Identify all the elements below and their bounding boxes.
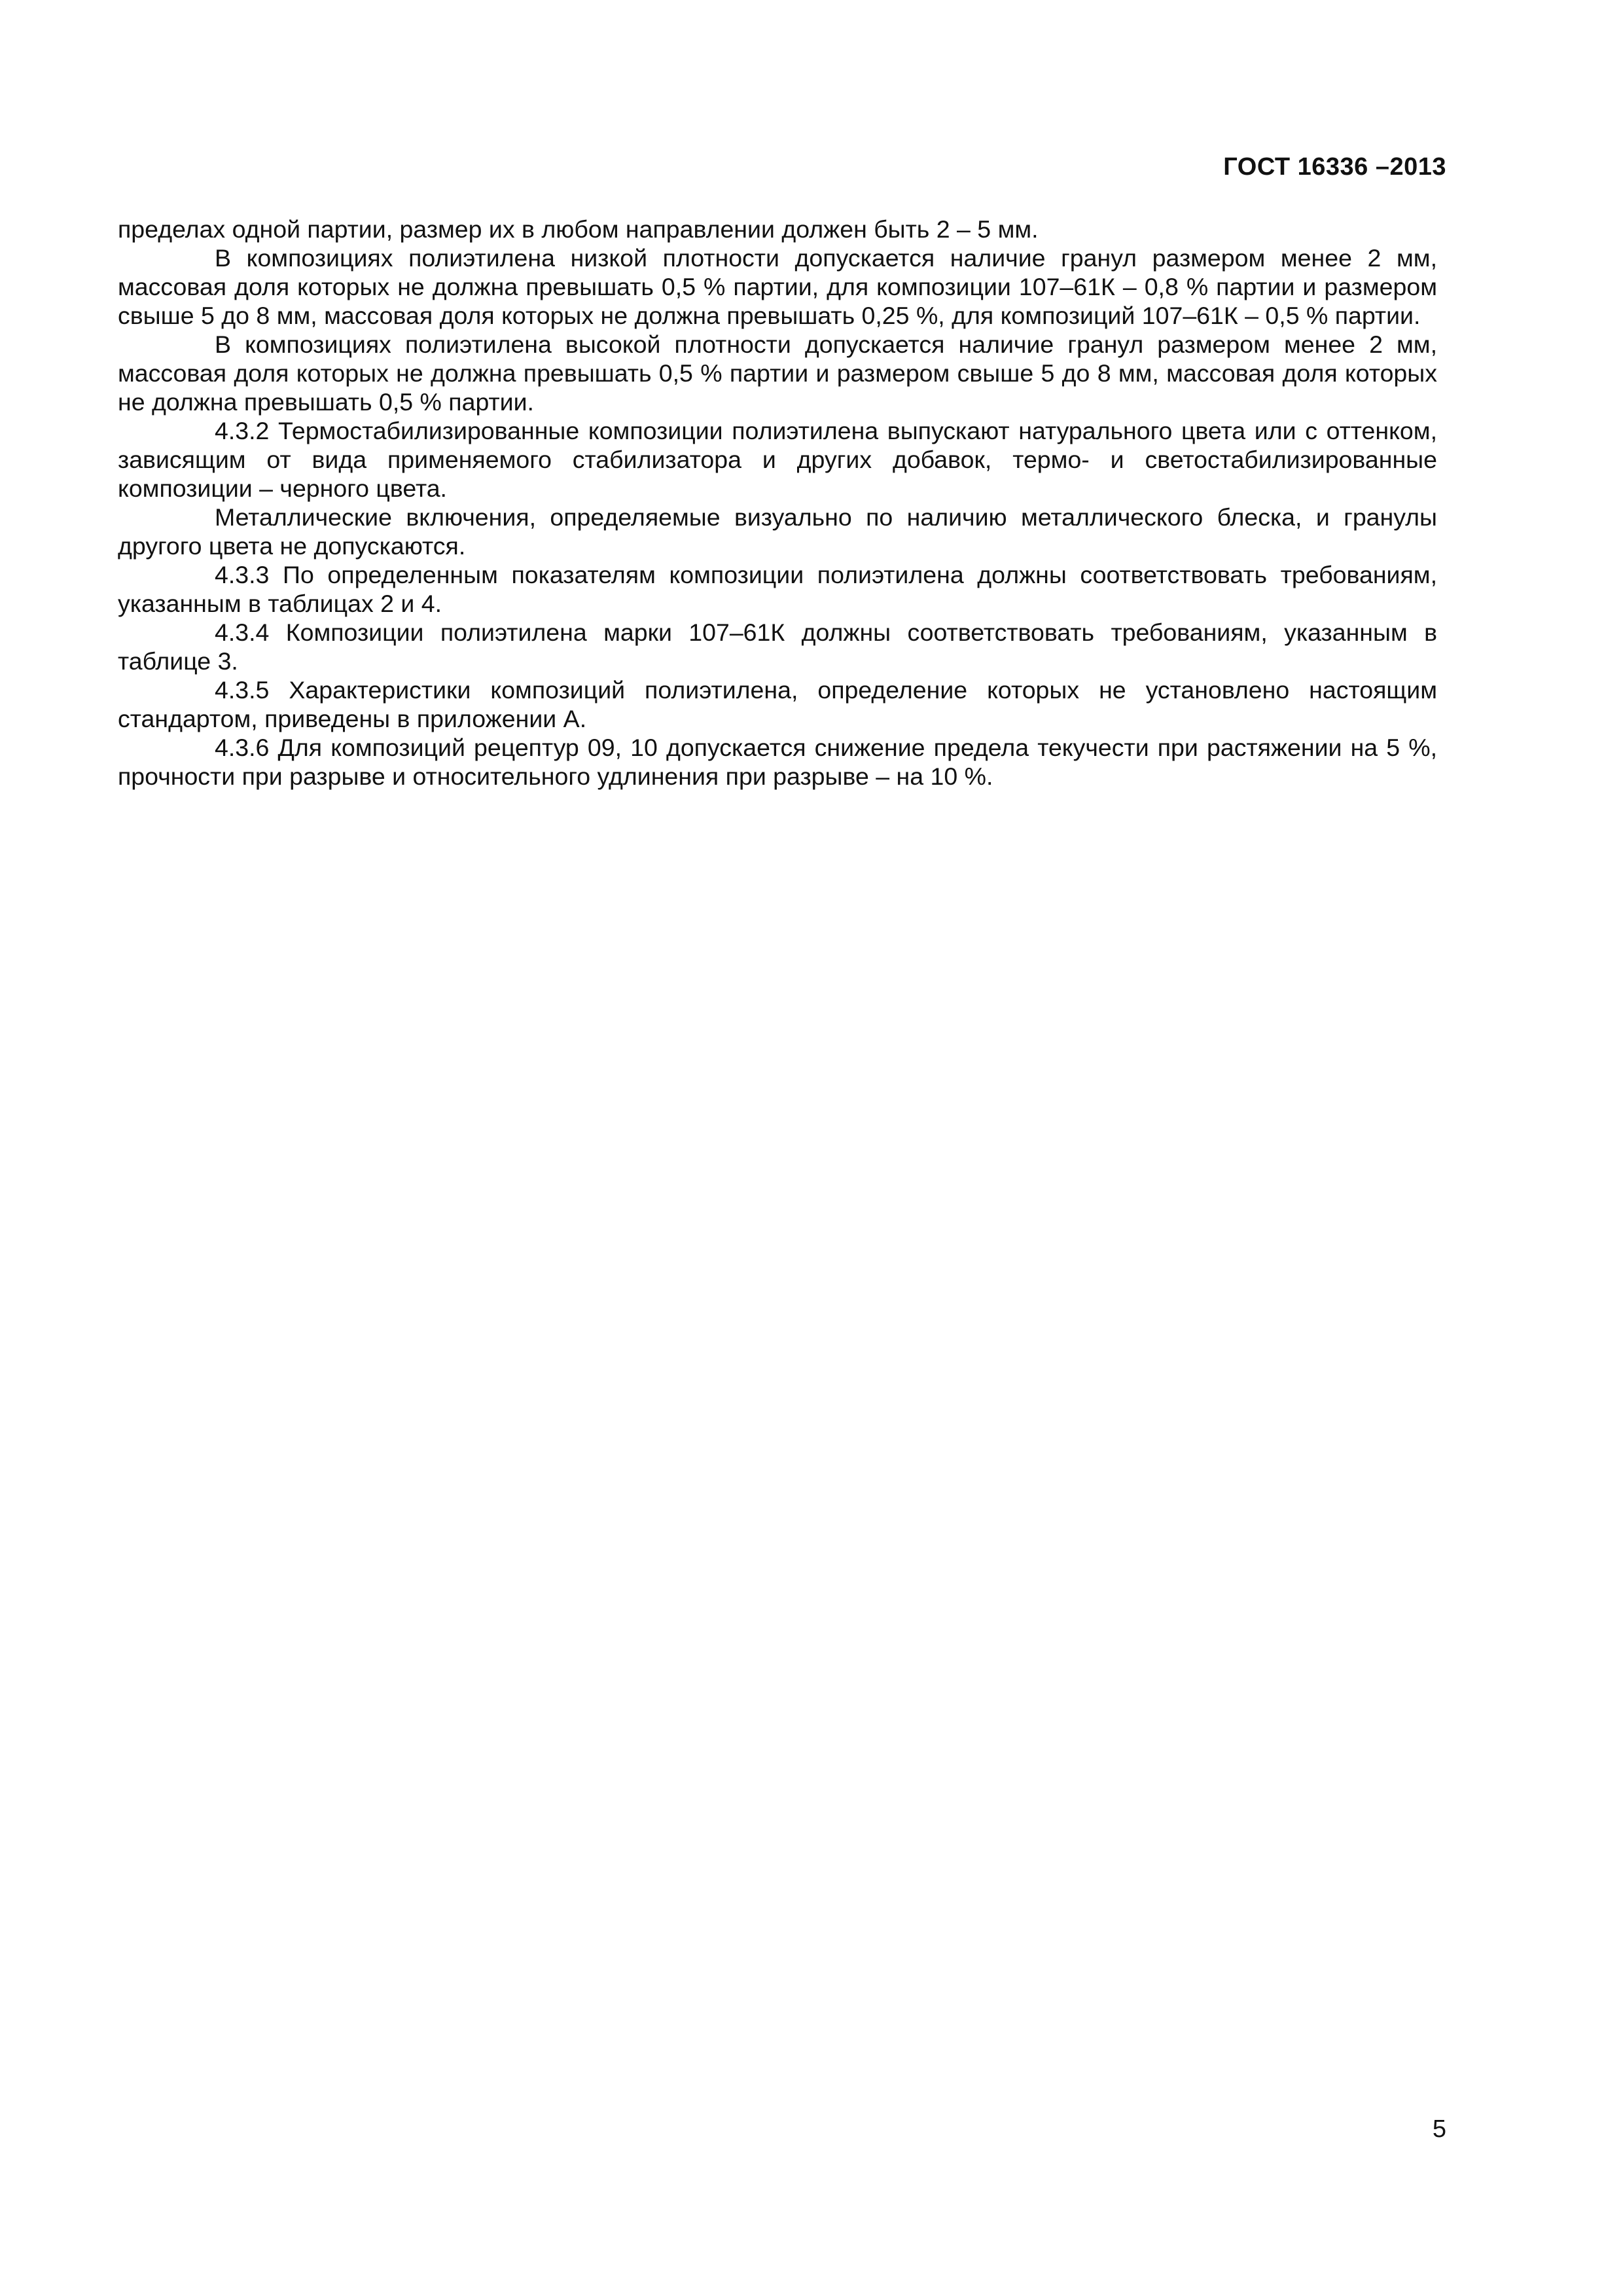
paragraph-4-3-3: 4.3.3 По определенным показателям композиции полиэтилена должны соответствовать требованиям, указанным в таблицах 2 и 4. — [118, 561, 1437, 617]
paragraph-4-3-4: 4.3.4 Композиции полиэтилена марки 107–61К должны соответствовать требованиям, указанным в таблице 3. — [118, 619, 1437, 675]
document-body — [118, 215, 1437, 791]
document-header-standard-code: ГОСТ 16336 –2013 — [1223, 153, 1446, 181]
paragraph-4-3-5: 4.3.5 Характеристики композиций полиэтилена, определение которых не установлено настоящим стандартом, приведены в приложении А. — [118, 676, 1437, 732]
page-number: 5 — [1432, 2115, 1446, 2143]
paragraph-metal-inclusions: Металлические включения, определяемые визуально по наличию металлического блеска, и гранулы другого цвета не допускаются. — [118, 503, 1437, 560]
paragraph-low-density-granules: В композициях полиэтилена низкой плотности допускается наличие гранул размером менее 2 мм, массовая доля которых не должна превышать 0,5 % партии, для композиции 107–61К – 0,8 % партии и размером свыше 5 до 8 мм, массовая доля которых не должна превышать 0,25 %, для композиций 107–61К – 0,5 % партии. — [118, 244, 1437, 329]
paragraph-4-3-2: 4.3.2 Термостабилизированные композиции полиэтилена выпускают натурального цвета или с оттенком, зависящим от вида применяемого стабилизатора и других добавок, термо- и светостабилизированные композиции – черного цвета. — [118, 417, 1437, 502]
paragraph-high-density-granules: В композициях полиэтилена высокой плотности допускается наличие гранул размером менее 2 мм, массовая доля которых не должна превышать 0,5 % партии и размером свыше 5 до 8 мм, массовая доля которых не должна превышать 0,5 % партии. — [118, 331, 1437, 416]
paragraph-4-3-6: 4.3.6 Для композиций рецептур 09, 10 допускается снижение предела текучести при растяжении на 5 %, прочности при разрыве и относительного удлинения при разрыве – на 10 %. — [118, 734, 1437, 790]
paragraph-continuation: пределах одной партии, размер их в любом направлении должен быть 2 – 5 мм. — [118, 215, 1039, 243]
